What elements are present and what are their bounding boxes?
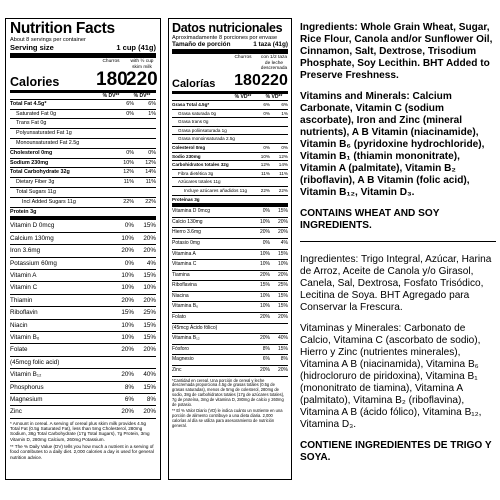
nutrient-row — [172, 144, 288, 153]
nutrition-facts-title: Nutrition Facts — [10, 20, 115, 37]
nutrient-row — [10, 129, 156, 139]
ingredients-panel — [300, 22, 496, 492]
nutrient-name: Vitamin D 0mcg — [10, 222, 55, 230]
nutrient-name-bold: Protein 3g — [10, 208, 37, 215]
serving-size-value: 1 cup (41g) — [116, 43, 156, 53]
nutrient-name: Potassium 60mg — [10, 259, 57, 267]
vitamins-minerals-spanish: Vitaminas y Minerales: Carbonato de Calcio, Vitamina C (ascorbato de sodio), Hierro y Zinc (nutrientes minerales), Vitamina A B (niacinamida), Vitamina B₆ (hidrocloruro de piridoxina), Vitamina B₁ (mononitrato de tiamina), Vitamina A (palmitato), Vitamina B₂ (riboflavina), Vitamina A B (ácido fólico), Vitamina B₁₂, Vitamina D₃. — [300, 323, 482, 431]
valor-diario-header — [172, 94, 288, 101]
dv-cereal: 10% — [121, 284, 134, 292]
vitamin-row — [172, 334, 288, 345]
nutrient-name: Zinc — [10, 408, 22, 416]
serving-size-row — [10, 43, 156, 58]
dv-cereal: 6% — [126, 100, 134, 107]
nutrient-row — [10, 159, 156, 169]
vitamin-row — [10, 344, 156, 356]
vitamin-row — [172, 324, 288, 335]
serving-size-label: Serving size — [10, 43, 54, 53]
nutrient-name: Riboflavin — [10, 309, 38, 317]
dv-cereal: 20% — [259, 367, 270, 374]
dv-with-milk: 10% — [277, 261, 288, 268]
vitamin-row — [172, 355, 288, 366]
nutrient-name: Vitamina D 0mcg — [172, 208, 210, 215]
dv-cereal: 0% — [126, 110, 134, 117]
nutrient-row — [172, 187, 288, 196]
dv-with-milk: 20% — [143, 408, 156, 416]
dv-with-milk: 20% — [277, 218, 288, 225]
nutrient-name: Phosphorus — [10, 383, 44, 391]
nutrient-row — [172, 170, 288, 179]
nutrient-row — [172, 118, 288, 127]
nutrient-name-bold: Colesterol 0mg — [172, 144, 206, 150]
nutrient-row — [172, 101, 288, 110]
nutrient-name — [172, 196, 252, 204]
calorias-label: Calorías — [172, 78, 216, 91]
vitamin-row — [10, 282, 156, 294]
dv-cereal: 10% — [121, 334, 134, 342]
dv-cereal: 0% — [263, 110, 270, 116]
dv-with-milk: 15% — [277, 208, 288, 215]
nutrient-name: Magnesium — [10, 396, 43, 404]
footnotes — [10, 421, 156, 460]
dv-with-milk: 20% — [143, 247, 156, 255]
dv-with-milk: 20% — [277, 271, 288, 278]
nutrient-name — [10, 149, 112, 158]
dv-with-milk: 22% — [278, 187, 288, 193]
dv-with-milk: 22% — [145, 198, 156, 205]
dv-with-milk: 25% — [277, 282, 288, 289]
column-header-milk: with ½ cup skim milk — [130, 59, 154, 70]
nutrient-name: Zinc — [172, 367, 182, 374]
dv-with-milk: 4% — [280, 239, 288, 246]
nutrient-name: Thiamin — [10, 296, 33, 304]
vitamin-row — [172, 260, 288, 271]
vitamin-row — [10, 332, 156, 344]
calories-row — [10, 70, 156, 93]
nutrient-name-bold: Carbohidratos totales 32g — [172, 162, 229, 168]
dv-with-milk: 11% — [279, 170, 288, 176]
vitamin-row — [172, 366, 288, 377]
nutrient-name: Vitamin A — [10, 272, 37, 279]
dv-cereal: 0% — [124, 259, 134, 267]
nutrient-name: Dietary Fiber 3g — [16, 179, 55, 186]
nutrient-name: Niacin — [10, 321, 28, 329]
dv-cereal: 10% — [259, 250, 270, 257]
calorias-row — [172, 71, 288, 94]
nutrient-name: Azúcares totales 11g — [178, 179, 221, 185]
nutrient-name: Folato — [172, 314, 186, 321]
nutrient-name: Grasa saturada 0g — [178, 110, 217, 116]
dv-cereal: 0% — [262, 208, 270, 215]
nutrient-name — [172, 153, 252, 161]
vitamin-row — [10, 369, 156, 381]
dv-with-milk: 12% — [145, 159, 156, 166]
vitamin-row — [10, 406, 156, 418]
nutrient-name: Vitamin B₁₂ — [10, 371, 42, 379]
nutrient-name — [172, 161, 252, 169]
allergen-statement-spanish: CONTIENE INGREDIENTES DE TRIGO Y SOYA. — [300, 440, 492, 464]
tamano-porcion-row — [172, 41, 288, 54]
nutrient-row — [10, 110, 156, 120]
dv-with-milk: 15% — [277, 292, 288, 299]
nutrient-name: Vitamin B₆ — [10, 334, 40, 342]
nutrient-row — [172, 161, 288, 170]
nutrient-row — [10, 178, 156, 188]
footnote-daily-value-es: ** El % Valor Diario (VD) le indica cuánto un nutriente en una porción de alimento contribuye a una dieta diaria. 2,000 calorías al día se utiliza para asesoramiento de nutrición general. — [172, 408, 283, 428]
nutrient-row — [172, 110, 288, 119]
nutrient-name: Iron 3.6mg — [10, 247, 41, 255]
dv-with-milk: 15% — [143, 334, 156, 342]
nutrient-name: (45mcg Ácido fólico) — [172, 324, 218, 331]
tamano-porcion-label: Tamaño de porción — [172, 41, 231, 49]
vitamin-list — [10, 220, 156, 419]
nutrient-name — [172, 101, 252, 109]
nutrient-row — [172, 178, 288, 187]
dv-cereal: 20% — [121, 296, 134, 304]
dv-cereal: 10% — [259, 218, 270, 225]
dv-with-milk: 6% — [281, 102, 288, 108]
dv-cereal: 0% — [126, 149, 134, 156]
nutrient-name: Grasa trans 0g — [178, 119, 209, 125]
dv-header-1: % DV** — [102, 92, 120, 99]
dv-with-milk: 25% — [143, 309, 156, 317]
vitamin-row — [172, 281, 288, 292]
dv-cereal: 11% — [123, 179, 134, 186]
column-header-cereal: Churros — [102, 59, 120, 65]
dv-with-milk: 40% — [143, 371, 156, 379]
nutrient-row — [172, 153, 288, 162]
dv-with-milk: 6% — [148, 100, 156, 107]
nutrient-row — [10, 149, 156, 159]
vitamin-row — [10, 394, 156, 406]
vitamin-row — [172, 218, 288, 229]
vitamin-row — [10, 245, 156, 257]
dv-with-milk: 14% — [278, 162, 288, 168]
nutrient-row — [172, 135, 288, 144]
nutrient-list — [10, 100, 156, 221]
nutrient-name: Vitamina A — [172, 250, 196, 257]
footnote-amount-es: *Cantidad en cereal. Una porción de cereal y leche descremada proporciona 4.5g de grasas totales (0.5g de grasas saturadas), menos de 5mg de colesterol, 280mg de sodio, 38g de carbohidratos totales (17g de azúcares totales), 7g de proteína, 3mg de vitamina D, 280mg de calcio y 260mg de potasio. — [172, 377, 285, 407]
footnotes-es — [172, 379, 288, 429]
footnote-daily-value: ** The % Daily Value (DV) tells you how much a nutrient in a serving of food contributes to a daily diet. 2,000 calories a day is used for general nutrition advice. — [10, 444, 154, 460]
nutrient-name: Polyunsaturated Fat 1g — [16, 130, 72, 137]
nutrient-row — [10, 119, 156, 129]
dv-with-milk: 15% — [143, 321, 156, 329]
nutrient-row — [10, 139, 156, 149]
column-header-cereal-es: Churros — [234, 55, 252, 61]
dv-with-milk: 1% — [281, 110, 288, 116]
dv-cereal: 15% — [121, 309, 134, 317]
nutrient-name-bold: Proteínas 3g — [172, 196, 200, 202]
dv-with-milk: 12% — [278, 153, 288, 159]
dv-cereal: 8% — [124, 383, 134, 391]
dv-cereal: 10% — [121, 272, 134, 279]
nutrient-name: Riboflavina — [172, 282, 197, 289]
dv-cereal: 12% — [260, 162, 270, 168]
dv-with-milk: 8% — [280, 356, 288, 363]
nutrient-name: Vitamina C — [172, 261, 197, 268]
dv-cereal: 20% — [121, 371, 134, 379]
vd-header-1: % VD** — [234, 94, 252, 101]
dv-with-milk: 15% — [143, 383, 156, 391]
nutrient-name — [172, 144, 252, 152]
dv-cereal: 8% — [262, 345, 270, 352]
nutrient-name: Grasa monoinsaturada 2.5g — [178, 136, 235, 142]
nutrient-name-bold: Total Carbohydrate 32g — [10, 169, 70, 176]
dv-with-milk: 20% — [143, 346, 156, 354]
calories-with-milk: 220 — [126, 68, 158, 90]
dv-with-milk: 20% — [143, 234, 156, 242]
vitamin-row — [172, 313, 288, 324]
dv-cereal: 10% — [121, 234, 134, 242]
nutrient-name: Hierro 3.6mg — [172, 229, 201, 236]
nutrient-name-bold: Sodium 230mg — [10, 159, 49, 166]
dv-cereal: 10% — [259, 261, 270, 268]
nutrient-name: Calcio 130mg — [172, 218, 203, 225]
nutrient-name: Folate — [10, 346, 28, 354]
dv-with-milk: 14% — [145, 169, 156, 176]
dv-with-milk: 20% — [143, 296, 156, 304]
dv-cereal: 20% — [121, 408, 134, 416]
dv-with-milk: 11% — [145, 179, 156, 186]
nutrient-row — [10, 168, 156, 178]
ingredients-spanish: Ingredientes: Trigo Integral, Azúcar, Harina de Arroz, Aceite de Canola y/o Girasol, Canela, Sal, Dextrosa, Fosfato Trisódico, Lecitina de Soya. BHT Agregado para Conservar la Frescura. — [300, 254, 492, 314]
dv-with-milk: 20% — [277, 314, 288, 321]
nutrient-name: (45mcg folic acid) — [10, 358, 60, 366]
vitamin-row — [10, 320, 156, 332]
dv-with-milk: 8% — [146, 396, 156, 404]
nutrient-name: Incluye azúcares añadidos 11g — [184, 187, 247, 193]
dv-header-2: % DV** — [133, 92, 151, 99]
dv-cereal: 20% — [121, 346, 134, 354]
vitamin-row — [172, 228, 288, 239]
dv-with-milk: 40% — [277, 335, 288, 342]
dv-with-milk: 0% — [281, 144, 288, 150]
allergen-statement-english: CONTAINS WHEAT AND SOY INGREDIENTS. — [300, 208, 440, 231]
nutrient-name — [10, 159, 112, 168]
nutrient-name: Magnesio — [172, 356, 194, 363]
dv-with-milk: 4% — [146, 259, 156, 267]
dv-cereal: 0% — [124, 222, 134, 230]
nutrient-name: Grasa poliinsaturada 1g — [178, 127, 227, 133]
dv-cereal: 10% — [259, 303, 270, 310]
vitamin-row — [10, 220, 156, 232]
nutrient-name — [10, 100, 112, 109]
porciones-por-envase: Aproximadamente 8 porciones por envase — [172, 35, 278, 41]
vitamin-row — [10, 295, 156, 307]
column-headers-es — [172, 55, 288, 71]
daily-value-header — [10, 93, 156, 100]
calorias-con-leche: 220 — [261, 72, 288, 90]
nutrient-name: Vitamina B₆ — [172, 303, 199, 310]
nutrient-row — [172, 127, 288, 136]
footnote-amount: * Amount in cereal. A serving of cereal plus skim milk provides 4.5g Total Fat (0.5g Saturated Fat), less than 5mg Cholesterol, 280mg Sodium, 38g Total Carbohydrate (17g Total Sugars), 7g Protein, 3mg Vitamin D, 280mg Calcium, 260mg Potassium. — [10, 420, 150, 442]
nutrient-name-bold: Sodio 230mg — [172, 153, 201, 159]
datos-nutricionales-title: Datos nutricionales — [172, 21, 283, 35]
nutrient-name-bold: Grasa Total 4.5g* — [172, 102, 210, 108]
vitamin-row — [172, 239, 288, 250]
vitamin-row — [172, 345, 288, 356]
nutrient-name — [10, 168, 112, 177]
nutrient-name: Total Sugars 11g — [16, 188, 57, 195]
vitamin-row — [10, 307, 156, 319]
calorias-cereal: 180 — [234, 72, 261, 90]
nutrient-name: Fibra dietética 3g — [178, 170, 214, 176]
dv-with-milk: 0% — [148, 149, 156, 156]
datos-nutricionales-panel — [168, 18, 292, 480]
tamano-porcion-value: 1 taza (41g) — [253, 41, 288, 49]
dv-with-milk: 15% — [143, 272, 156, 279]
servings-per-container: About 8 servings per container — [10, 37, 86, 43]
dv-with-milk: 15% — [143, 222, 156, 230]
dv-cereal: 10% — [259, 292, 270, 299]
dv-cereal: 10% — [123, 159, 134, 166]
column-header-milk-es: con 1/2 taza de leche descremada — [260, 55, 288, 71]
ingredients-english: Ingredients: Whole Grain Wheat, Sugar, Rice Flour, Canola and/or Sunflower Oil, Cinnamon, Salt, Dextrose, Trisodium Phosphate, Soy Lecithin. BHT Added to Preserve Freshness. — [300, 22, 493, 81]
nutrient-name-bold: Cholesterol 0mg — [10, 149, 53, 156]
nutrient-row — [10, 198, 156, 208]
vitamin-list-es — [172, 207, 288, 377]
nutrient-name: Tiamina — [172, 271, 190, 278]
dv-cereal: 20% — [259, 314, 270, 321]
vitamin-row — [172, 207, 288, 218]
dv-with-milk: 15% — [277, 250, 288, 257]
nutrient-row — [10, 188, 156, 198]
dv-cereal: 0% — [263, 144, 270, 150]
vitamin-row — [172, 302, 288, 313]
nutrient-name: Potasio 0mg — [172, 239, 200, 246]
dv-with-milk: 15% — [277, 345, 288, 352]
nutrient-list-es — [172, 101, 288, 207]
vitamin-row — [10, 382, 156, 394]
nutrient-name: Incl Added Sugars 11g — [22, 198, 76, 205]
vitamins-minerals-english: Vitamins and Minerals: Calcium Carbonate, Vitamin C (sodium ascorbate), Iron and Zinc (mineral nutrients), A B Vitamin (niacinamide), Vitamin B₆ (pyridoxine hydrochloride), Vitamin B₁ (thiamin mononitrate), Vitamin A (palmitate), Vitamin B₂ (riboflavin), A B Vitamin (folic acid), Vitamin B₁₂, Vitamin D₃. — [300, 91, 485, 198]
vitamin-row — [10, 270, 156, 282]
nutrient-name: Fósforo — [172, 345, 189, 352]
dv-cereal: 10% — [121, 321, 134, 329]
dv-with-milk: 10% — [143, 284, 156, 292]
nutrient-name: Vitamina B₁₂ — [172, 335, 200, 342]
dv-with-milk: 20% — [277, 367, 288, 374]
dv-cereal: 15% — [259, 282, 270, 289]
vitamin-row — [10, 258, 156, 270]
dv-cereal: 0% — [262, 239, 270, 246]
calories-label: Calories — [10, 74, 60, 89]
nutrient-row — [10, 100, 156, 110]
vitamin-row — [172, 292, 288, 303]
dv-cereal: 22% — [123, 198, 134, 205]
dv-cereal: 22% — [260, 187, 270, 193]
divider — [300, 241, 496, 242]
vd-header-2: % VD** — [265, 94, 283, 101]
dv-cereal: 6% — [262, 356, 270, 363]
dv-cereal: 20% — [259, 271, 270, 278]
vitamin-row — [172, 250, 288, 261]
nutrition-facts-panel — [5, 18, 161, 480]
nutrient-row — [172, 196, 288, 208]
dv-cereal: 10% — [260, 153, 270, 159]
nutrient-name — [10, 208, 112, 217]
nutrient-name: Monounsaturated Fat 2.5g — [16, 140, 80, 146]
dv-with-milk: 20% — [277, 229, 288, 236]
dv-cereal: 11% — [261, 170, 270, 176]
dv-cereal: 20% — [259, 229, 270, 236]
vitamin-row — [10, 357, 156, 369]
dv-with-milk: 15% — [277, 303, 288, 310]
nutrient-name: Niacina — [172, 292, 189, 299]
nutrient-name: Saturated Fat 0g — [16, 110, 57, 117]
dv-cereal: 20% — [259, 335, 270, 342]
nutrient-name: Trans Fat 0g — [16, 120, 47, 127]
nutrient-name-bold: Total Fat 4.5g* — [10, 100, 47, 107]
dv-with-milk: 1% — [148, 110, 156, 117]
vitamin-row — [10, 233, 156, 245]
dv-cereal: 6% — [263, 102, 270, 108]
dv-cereal: 20% — [121, 247, 134, 255]
dv-cereal: 12% — [123, 169, 134, 176]
vitamin-row — [172, 271, 288, 282]
nutrient-name: Calcium 130mg — [10, 234, 54, 242]
dv-cereal: 6% — [124, 396, 134, 404]
nutrient-name: Vitamin C — [10, 284, 38, 292]
calories-cereal: 180 — [96, 68, 128, 90]
nutrient-row — [10, 208, 156, 221]
